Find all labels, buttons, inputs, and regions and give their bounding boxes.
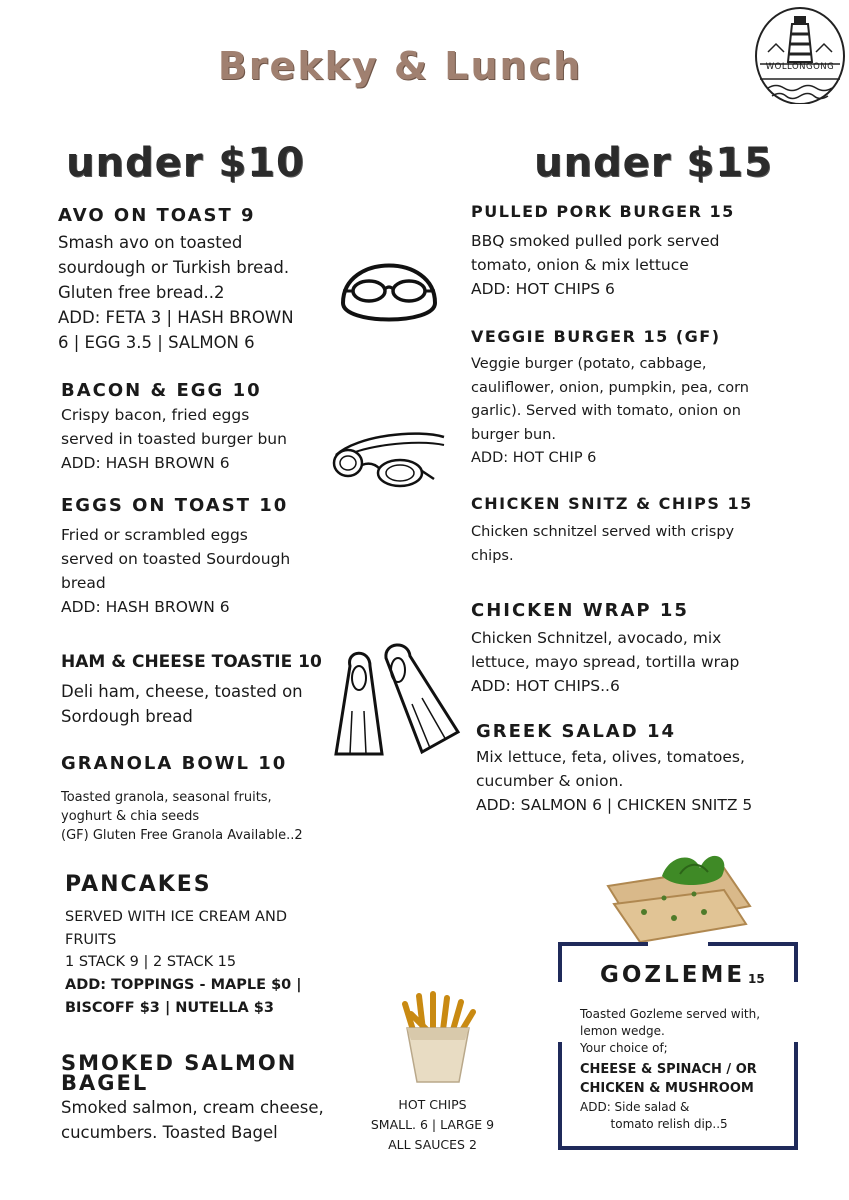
gozleme-title: GOZLEME [600,962,746,988]
gozleme-price: 15 [748,972,765,986]
logo-text: WOLLONGONG [765,62,835,72]
item-name: BACON & EGG 10 [61,380,262,401]
hot-chips-sauces: ALL SAUCES 2 [388,1137,477,1152]
item-desc: Fried or scrambled eggs served on toasted Sourdough bread ADD: HASH BROWN 6 [61,526,291,616]
item-name: EGGS ON TOAST 10 [61,495,289,516]
item-name: CHICKEN SNITZ & CHIPS 15 [471,494,753,513]
hot-chips-title: HOT CHIPS [398,1097,467,1112]
item-name: VEGGIE BURGER 15 (GF) [471,327,721,346]
goggles-icon [328,425,450,495]
item-desc: Chicken schnitzel served with crispy chips. [471,524,735,564]
item-desc: Chicken Schnitzel, avocado, mix lettuce, mayo spread, tortilla wrap ADD: HOT CHIPS..6 [471,629,740,695]
gozleme-add: ADD: Side salad & tomato relish dip..5 [580,1100,728,1131]
item-desc: Mix lettuce, feta, olives, tomatoes, cucumber & onion. ADD: SALMON 6 | CHICKEN SNITZ 5 [476,748,753,814]
gozleme-desc: Toasted Gozleme served with, lemon wedge. Your choice of; [580,1007,761,1055]
item-desc: Toasted granola, seasonal fruits, yoghurt & chia seeds (GF) Gluten Free Granola Available..2 [61,790,303,843]
item-desc: BBQ smoked pulled pork served tomato, onion & mix lettuce ADD: HOT CHIPS 6 [471,232,720,298]
item-desc: Smoked salmon, cream cheese, cucumbers. Toasted Bagel [61,1098,324,1142]
swim-cap-icon [337,233,441,327]
item-name: PULLED PORK BURGER 15 [471,202,735,221]
item-desc: SERVED WITH ICE CREAM AND FRUITS 1 STACK 9 | 2 STACK 15 [65,909,287,970]
lighthouse-logo [754,4,846,104]
item-name: PANCAKES [65,872,212,897]
item-name: AVO ON TOAST 9 [58,205,256,226]
item-desc: Veggie burger (potato, cabbage, cauliflower, onion, pumpkin, pea, corn garlic). Served with tomato, onion on burger bun. ADD: HOT CHIP 6 [471,356,749,466]
item-name: GREEK SALAD 14 [476,721,676,742]
item-name: HAM & CHEESE TOASTIE 10 [61,652,322,672]
item-desc: Crispy bacon, fried eggs served in toasted burger bun ADD: HASH BROWN 6 [61,406,287,472]
gozleme-image [604,846,754,942]
item-name: CHICKEN WRAP 15 [471,600,689,621]
under-15-heading: under $15 [534,140,773,186]
hot-chips-block [365,1095,500,1155]
hot-chips-sizes: SMALL. 6 | LARGE 9 [370,1117,495,1132]
swim-fins-icon [330,636,462,760]
item-name: GRANOLA BOWL 10 [61,753,288,774]
pancake-toppings: ADD: TOPPINGS - MAPLE $0 | BISCOFF $3 | NUTELLA $3 [65,977,302,1016]
gozleme-options: CHEESE & SPINACH / OR CHICKEN & MUSHROOM [580,1062,757,1096]
item-desc: Deli ham, cheese, toasted on Sordough bread [61,682,303,726]
hot-chips-image [397,990,479,1086]
item-desc: Smash avo on toasted sourdough or Turkish bread. Gluten free bread..2 ADD: FETA 3 | HASH BROWN 6 | EGG 3.5 | SALMON 6 [58,233,294,352]
page-title: Brekky & Lunch [217,44,583,88]
item-name: SMOKED SALMON BAGEL [61,1051,298,1095]
under-10-heading: under $10 [66,140,305,186]
